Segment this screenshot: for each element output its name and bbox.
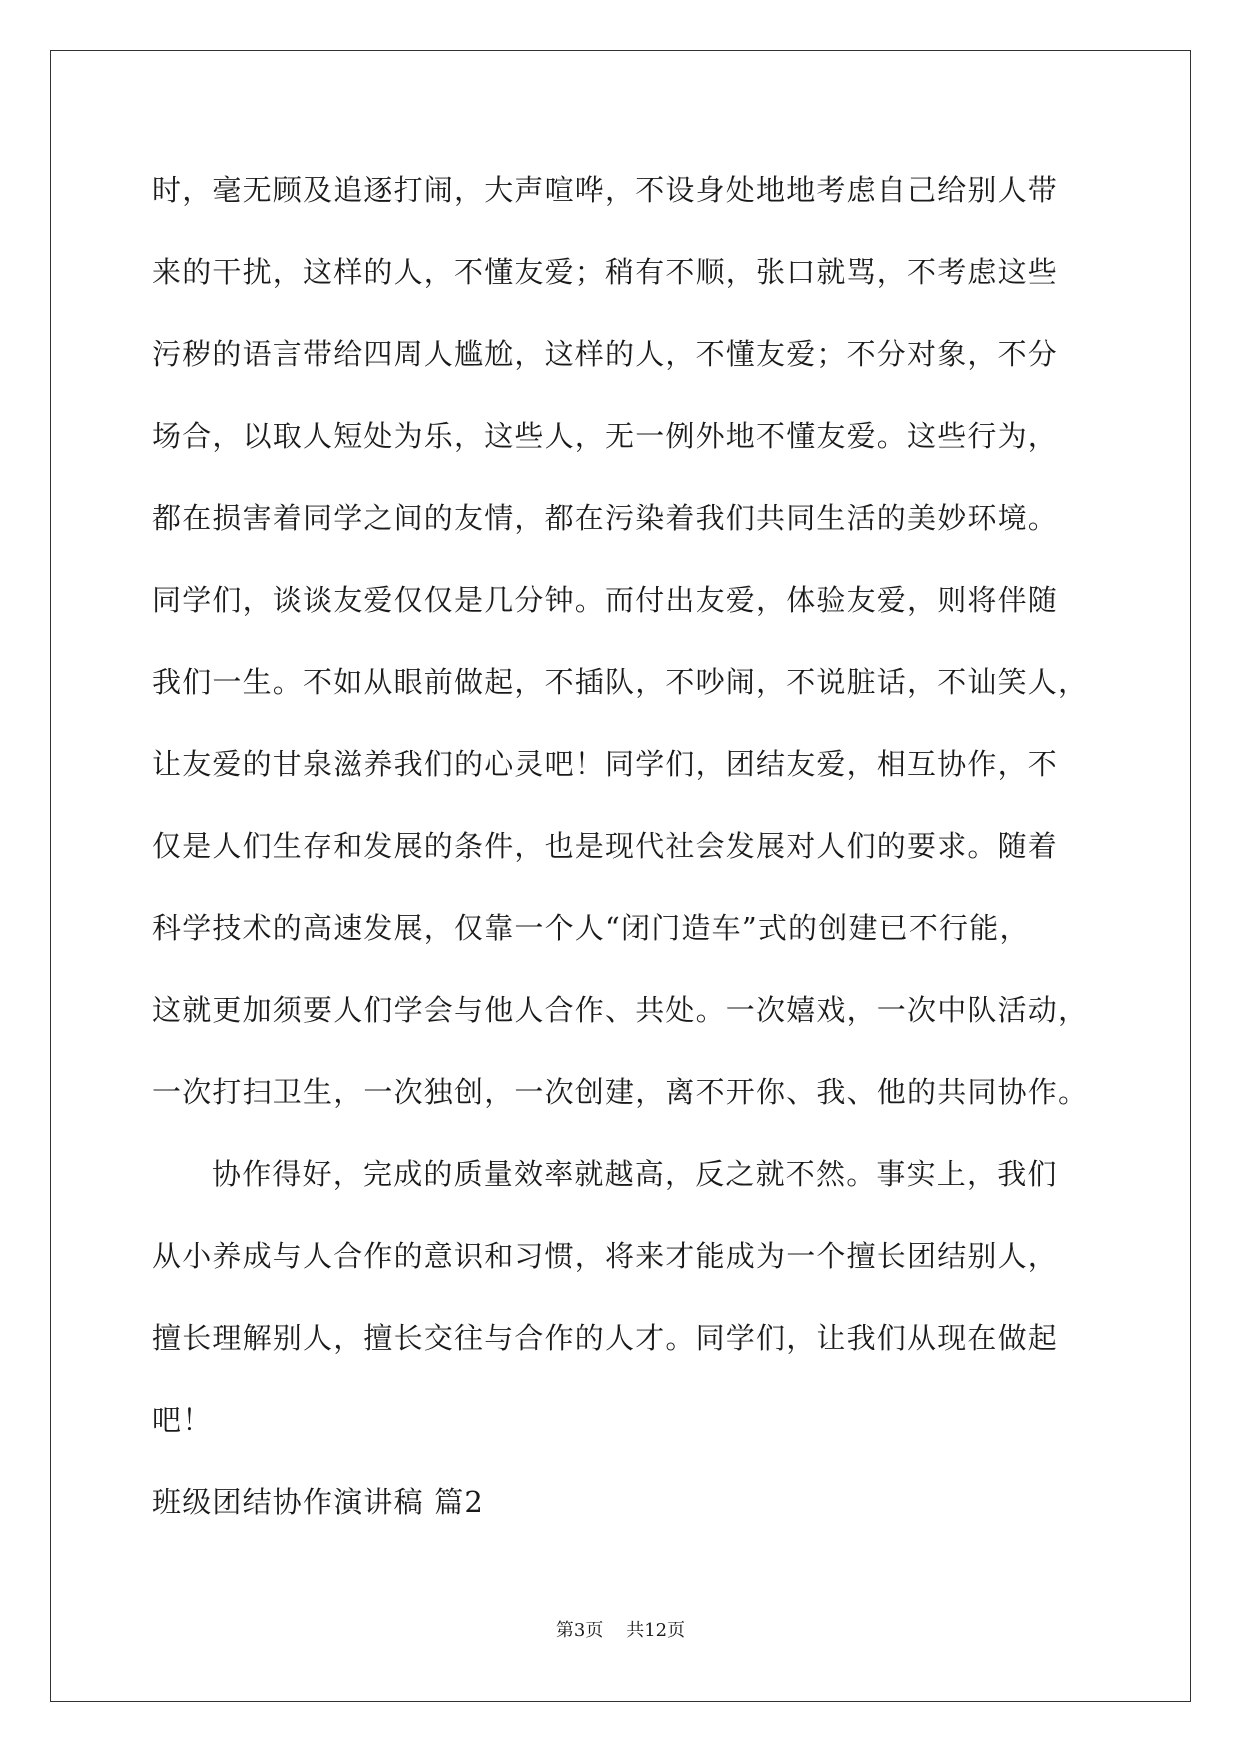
paragraph-line: 场合，以取人短处为乐，这些人，无一例外地不懂友爱。这些行为，	[152, 419, 1059, 453]
paragraph-line: 都在损害着同学之间的友情，都在污染着我们共同生活的美妙环境。	[152, 501, 1059, 535]
paragraph-line: 协作得好，完成的质量效率就越高，反之就不然。事实上，我们	[212, 1157, 1058, 1191]
paragraph-line: 仅是人们生存和发展的条件，也是现代社会发展对人们的要求。随着	[152, 829, 1059, 863]
paragraph-line: 时，毫无顾及追逐打闹，大声喧哗，不设身处地地考虑自己给别人带	[152, 173, 1059, 207]
paragraph-line: 来的干扰，这样的人，不懂友爱；稍有不顺，张口就骂，不考虑这些	[152, 255, 1059, 289]
paragraph-line: 让友爱的甘泉滋养我们的心灵吧！同学们，团结友爱，相互协作，不	[152, 747, 1059, 781]
paragraph-line: 这就更加须要人们学会与他人合作、共处。一次嬉戏，一次中队活动，	[152, 993, 1089, 1027]
paragraph-line: 科学技术的高速发展，仅靠一个人“闭门造车”式的创建已不行能，	[152, 911, 1030, 945]
paragraph-line: 擅长理解别人，擅长交往与合作的人才。同学们，让我们从现在做起	[152, 1321, 1059, 1355]
paragraph-line: 吧！	[152, 1403, 213, 1437]
paragraph-line: 污秽的语言带给四周人尴尬，这样的人，不懂友爱；不分对象，不分	[152, 337, 1059, 371]
page-number-footer: 第3页 共12页	[555, 1620, 686, 1641]
paragraph-line: 我们一生。不如从眼前做起，不插队，不吵闹，不说脏话，不讪笑人，	[152, 665, 1089, 699]
paragraph-line: 一次打扫卫生，一次独创，一次创建，离不开你、我、他的共同协作。	[152, 1075, 1089, 1109]
section-heading: 班级团结协作演讲稿 篇2	[152, 1485, 485, 1519]
page-border	[50, 50, 1191, 1702]
paragraph-line: 从小养成与人合作的意识和习惯，将来才能成为一个擅长团结别人，	[152, 1239, 1059, 1273]
paragraph-line: 同学们，谈谈友爱仅仅是几分钟。而付出友爱，体验友爱，则将伴随	[152, 583, 1059, 617]
